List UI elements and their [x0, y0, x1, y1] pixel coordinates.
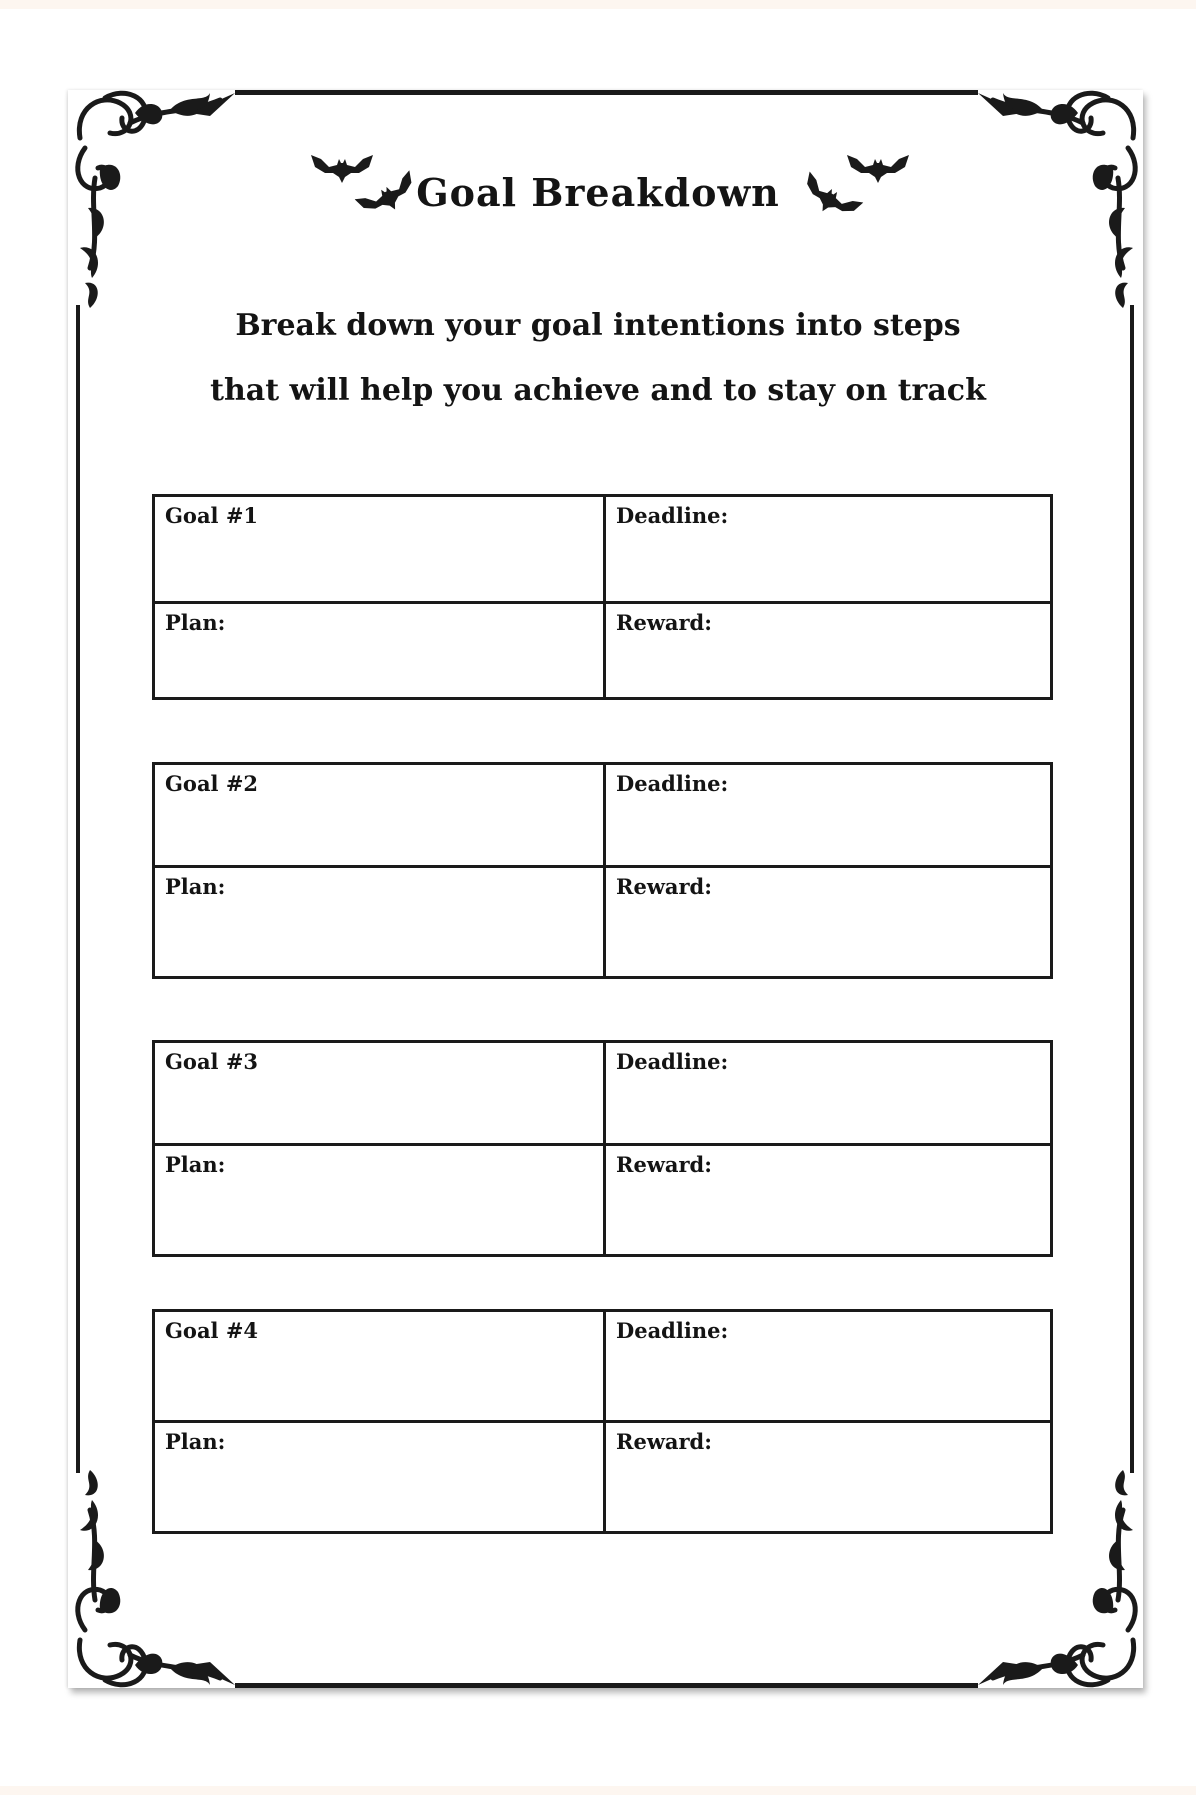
goal-field[interactable] — [155, 1312, 606, 1423]
deadline-field[interactable] — [606, 497, 1050, 604]
background-band-top — [0, 0, 1196, 9]
subtitle-line-1: Break down your goal intentions into steps — [235, 308, 961, 343]
goal-label: Goal #2 — [165, 771, 259, 796]
deadline-label: Deadline: — [616, 1318, 729, 1343]
deadline-field[interactable] — [606, 1043, 1050, 1146]
frame-top-line — [235, 90, 978, 95]
frame-right-line — [1130, 305, 1134, 1473]
subtitle-line-2: that will help you achieve and to stay on track — [210, 373, 986, 408]
reward-label: Reward: — [616, 874, 712, 899]
goal-block-3 — [152, 1040, 1053, 1257]
goal-block-4 — [152, 1309, 1053, 1534]
deadline-label: Deadline: — [616, 771, 729, 796]
deadline-field[interactable] — [606, 765, 1050, 868]
reward-label: Reward: — [616, 610, 712, 635]
goal-label: Goal #4 — [165, 1318, 259, 1343]
page-title: Goal Breakdown — [416, 170, 780, 215]
background-band-bottom — [0, 1786, 1196, 1795]
goal-field[interactable] — [155, 765, 606, 868]
plan-label: Plan: — [165, 1152, 226, 1177]
deadline-field[interactable] — [606, 1312, 1050, 1423]
plan-field[interactable] — [155, 868, 606, 976]
plan-field[interactable] — [155, 604, 606, 697]
reward-label: Reward: — [616, 1152, 712, 1177]
reward-field[interactable] — [606, 868, 1050, 976]
goal-block-2 — [152, 762, 1053, 979]
goal-label: Goal #1 — [165, 503, 259, 528]
goal-field[interactable] — [155, 497, 606, 604]
plan-label: Plan: — [165, 1429, 226, 1454]
goal-block-1 — [152, 494, 1053, 700]
reward-field[interactable] — [606, 1423, 1050, 1531]
reward-field[interactable] — [606, 604, 1050, 697]
goal-field[interactable] — [155, 1043, 606, 1146]
deadline-label: Deadline: — [616, 503, 729, 528]
goal-label: Goal #3 — [165, 1049, 259, 1074]
deadline-label: Deadline: — [616, 1049, 729, 1074]
plan-field[interactable] — [155, 1146, 606, 1254]
reward-field[interactable] — [606, 1146, 1050, 1254]
plan-label: Plan: — [165, 874, 226, 899]
plan-label: Plan: — [165, 610, 226, 635]
frame-left-line — [76, 305, 80, 1473]
plan-field[interactable] — [155, 1423, 606, 1531]
reward-label: Reward: — [616, 1429, 712, 1454]
frame-bottom-line — [235, 1683, 978, 1688]
